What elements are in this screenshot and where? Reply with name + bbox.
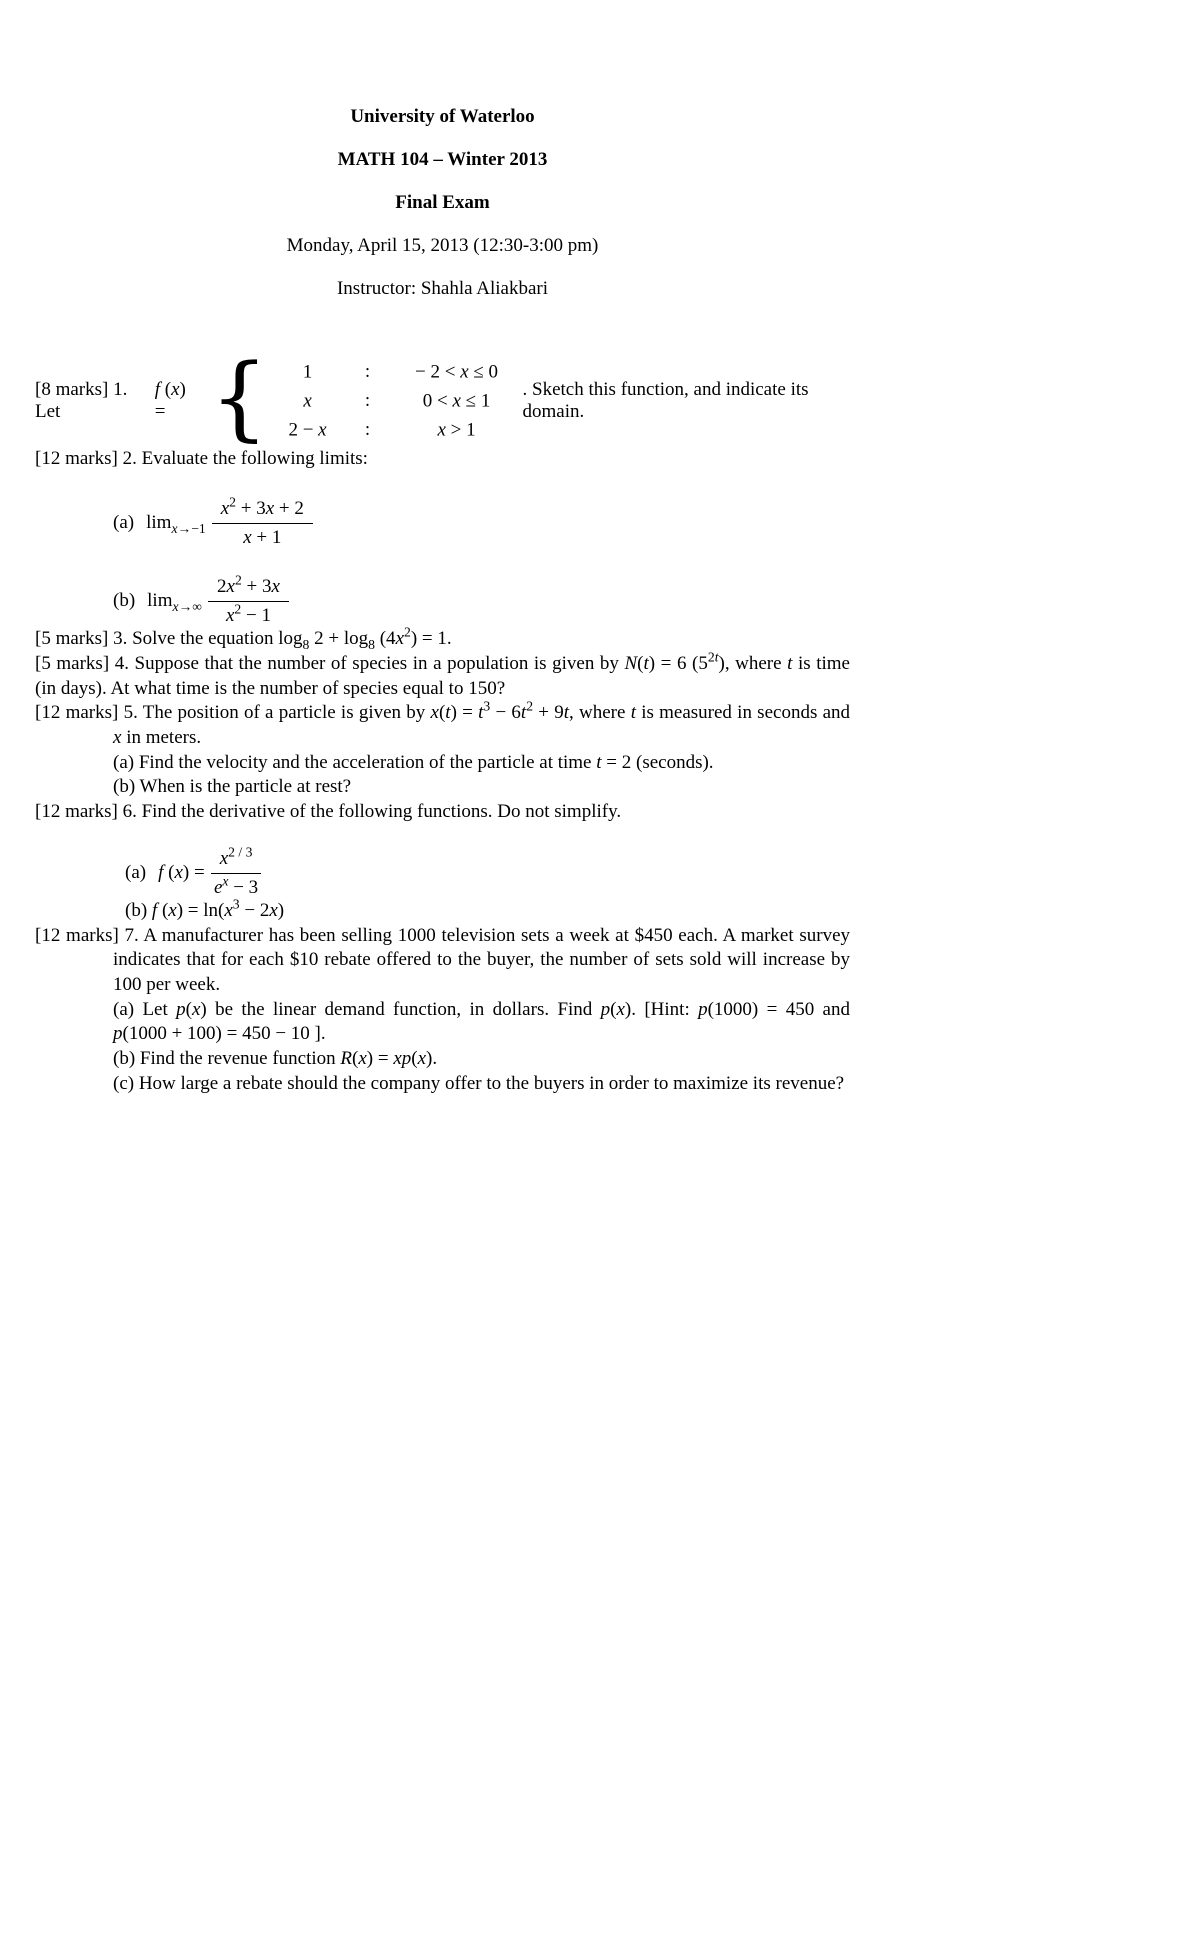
question-6a: [125, 844, 850, 899]
question-6-title: [12 marks] 6. Find the derivative of the following functions. Do not simplify.: [35, 801, 622, 823]
q1-case2-colon: :: [364, 390, 371, 412]
q6a-function-lhs: f (x) =: [158, 861, 205, 883]
q2a-numerator: $x^2 + 3x + 2$: [212, 497, 313, 524]
q2a-lim-sub: x→−1: [171, 521, 206, 537]
piecewise-brace: {: [209, 344, 269, 451]
exam-date: Monday, April 15, 2013 (12:30-3:00 pm): [286, 235, 599, 256]
question-7: [12 marks] 7. A manufacturer has been selling 1000 television sets a week at $450 each. A market survey indicates that for each $10 rebate offered to the buyer, the number of sets sold will increase by 100 per week.: [35, 924, 850, 995]
question-7c: (c) How large a rebate should the company offer to the buyers in order to maximize its revenue?: [113, 1072, 845, 1094]
question-5b: (b) When is the particle at rest?: [113, 776, 352, 798]
q2b-lim-sub: x→∞: [172, 599, 202, 615]
q2b-numerator: $2x^2 + 3x$: [208, 575, 289, 602]
q2a-fraction: [212, 494, 313, 549]
q2a-lim: [146, 512, 206, 537]
question-5a: (a) Find the velocity and the acceleration of the particle at time t = 2 (seconds).: [113, 751, 714, 773]
exam-page: [0, 0, 850, 1096]
q2a-label: (a): [113, 512, 135, 534]
course-title: MATH 104 – Winter 2013: [337, 149, 548, 170]
university-title: University of Waterloo: [350, 106, 535, 127]
q1-suffix: . Sketch this function, and indicate its domain.: [522, 379, 809, 423]
q2b-denominator: $x^2 - 1$: [225, 601, 271, 627]
q1-case3-colon: :: [364, 419, 371, 441]
question-7a: (a) Let p(x) be the linear demand function, in dollars. Find p(x). [Hint: p(1000) = 450 and p(1000 + 100) = 450 − 10 ].: [113, 998, 850, 1045]
q1-case1-expr: 1: [302, 361, 313, 383]
question-7b: (b) Find the revenue function R(x) = xp(x).: [113, 1047, 438, 1069]
q1-case3-cond: x > 1: [437, 419, 476, 441]
q1-case1-cond: − 2 < x ≤ 0: [415, 361, 499, 383]
question-2-title: [12 marks] 2. Evaluate the following limits:: [35, 447, 368, 469]
q2a-lim-word: lim: [146, 512, 172, 534]
q6a-fraction: [211, 844, 262, 899]
question-2b: [113, 572, 850, 627]
q1-case3-expr: 2 − x: [288, 419, 327, 441]
question-5: [12 marks] 5. The position of a particle is given by $x(t) = t^3 - 6t^2 + 9t$, where t is measured in seconds and x in meters.: [35, 699, 851, 749]
q1-case2-expr: x: [303, 390, 312, 412]
question-4: [5 marks] 4. Suppose that the number of species in a population is given by N(t) = 6 $(5^{2t})$, where t is time (in days). At what time is the number of species equal to 150?: [35, 649, 850, 699]
q6a-label: (a): [125, 861, 147, 883]
q6a-numerator: $x^{2 / 3}$: [211, 847, 262, 874]
q2b-lim-word: lim: [147, 590, 173, 612]
q2a-denominator: x + 1: [243, 527, 282, 549]
exam-title: Final Exam: [395, 192, 490, 213]
q2b-label: (b): [113, 590, 136, 612]
q1-cases: [271, 358, 523, 445]
question-3: [5 marks] 3. Solve the equation $\log_8 2 + \log_8 (4x^2) = 1$.: [35, 624, 452, 653]
q2b-fraction: [208, 572, 289, 627]
q1-case2-cond: 0 < x ≤ 1: [422, 390, 491, 412]
q1-function-lhs: f (x) =: [154, 379, 186, 423]
question-2a: [113, 494, 850, 549]
question-1: [35, 344, 850, 451]
q6a-denominator: $e^x - 3$: [213, 873, 259, 898]
q1-prefix: [8 marks] 1. Let: [35, 379, 128, 423]
instructor-line: Instructor: Shahla Aliakbari: [336, 278, 549, 299]
q2b-lim: [147, 590, 202, 615]
question-6b: (b) f $(x) = \ln(x^3 - 2x)$: [125, 896, 285, 921]
q1-case1-colon: :: [364, 361, 371, 383]
